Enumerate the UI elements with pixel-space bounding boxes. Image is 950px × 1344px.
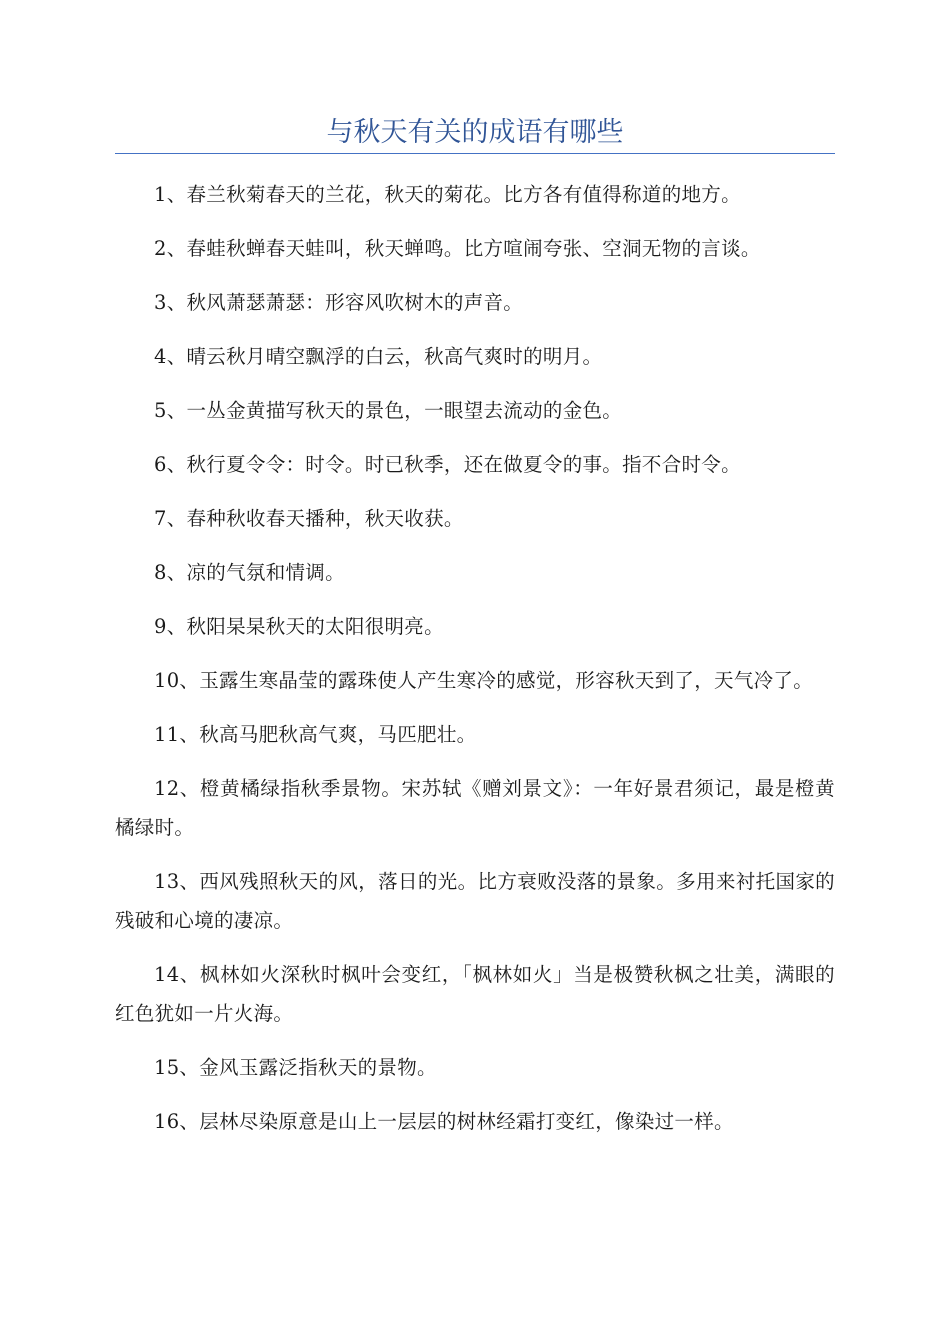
document-body [115, 175, 835, 1156]
idiom-paragraph-9: 9、秋阳杲杲秋天的太阳很明亮。 [154, 615, 444, 638]
idiom-paragraph-13: 13、西风残照秋天的风，落日的光。比方衰败没落的景象。多用来衬托国家的残破和心境的凄凉。 [115, 870, 835, 932]
idiom-paragraph-6: 6、秋行夏令令：时令。时已秋季，还在做夏令的事。指不合时令。 [154, 453, 741, 476]
idiom-paragraph-16: 16、层林尽染原意是山上一层层的树林经霜打变红，像染过一样。 [154, 1110, 734, 1133]
page-title: 与秋天有关的成语有哪些 [326, 117, 624, 148]
idiom-paragraph-5: 5、一丛金黄描写秋天的景色，一眼望去流动的金色。 [154, 399, 623, 422]
idiom-paragraph-14: 14、枫林如火深秋时枫叶会变红，「枫林如火」当是极赞秋枫之壮美，满眼的红色犹如一片火海。 [115, 963, 835, 1025]
idiom-paragraph-8: 8、凉的气氛和情调。 [154, 561, 345, 584]
idiom-paragraph-12: 12、橙黄橘绿指秋季景物。宋苏轼《赠刘景文》：一年好景君须记，最是橙黄橘绿时。 [115, 777, 835, 839]
idiom-paragraph-1: 1、春兰秋菊春天的兰花，秋天的菊花。比方各有值得称道的地方。 [154, 183, 741, 206]
idiom-paragraph-15: 15、金风玉露泛指秋天的景物。 [154, 1056, 437, 1079]
idiom-paragraph-3: 3、秋风萧瑟萧瑟：形容风吹树木的声音。 [154, 291, 524, 314]
idiom-paragraph-4: 4、晴云秋月晴空飘浮的白云，秋高气爽时的明月。 [154, 345, 603, 368]
idiom-paragraph-2: 2、春蛙秋蝉春天蛙叫，秋天蝉鸣。比方喧闹夸张、空洞无物的言谈。 [154, 237, 761, 260]
idiom-paragraph-11: 11、秋高马肥秋高气爽，马匹肥壮。 [154, 723, 477, 746]
title-underline [115, 153, 835, 154]
idiom-paragraph-10: 10、玉露生寒晶莹的露珠使人产生寒冷的感觉，形容秋天到了，天气冷了。 [154, 669, 814, 692]
idiom-paragraph-7: 7、春种秋收春天播种，秋天收获。 [154, 507, 464, 530]
